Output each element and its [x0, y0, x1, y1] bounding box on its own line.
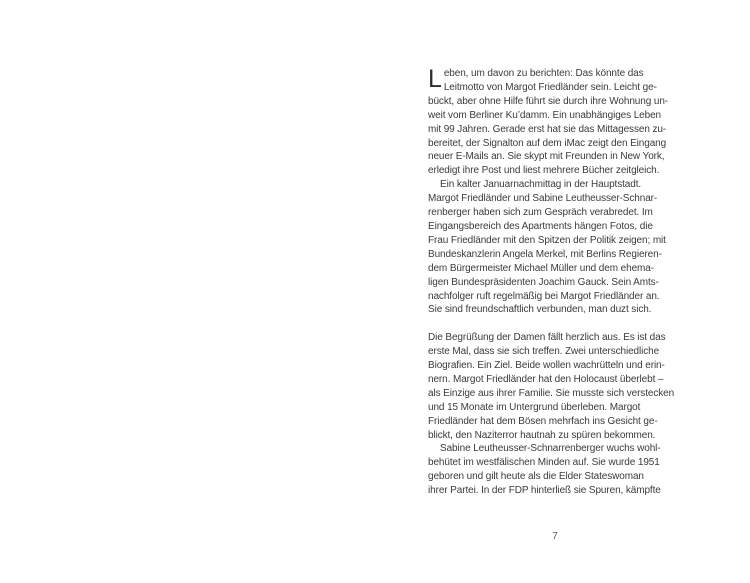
- body-text-column: [428, 67, 688, 498]
- text-line: Ein kalter Januarnachmittag in der Hauptstadt.: [440, 179, 642, 191]
- text-line: Die Begrüßung der Damen fällt herzlich aus. Es ist das: [428, 332, 666, 344]
- text-line: bereitet, der Signalton auf dem iMac zeigt den Eingang: [428, 137, 667, 149]
- text-line: Sie sind freundschaftlich verbunden, man duzt sich.: [428, 304, 652, 316]
- text-line: behütet im westfälischen Minden auf. Sie wurde 1951: [428, 457, 660, 469]
- drop-cap: L: [428, 65, 442, 93]
- text-line: blickt, den Naziterror hautnah zu spüren bekommen.: [428, 429, 656, 441]
- text-line: erste Mal, dass sie sich treffen. Zwei unterschiedliche: [428, 346, 660, 358]
- paragraph-4: [428, 442, 688, 498]
- text-line: Margot Friedländer und Sabine Leutheusser-Schnar-: [428, 193, 658, 205]
- text-line: weit vom Berliner Ku’damm. Ein unabhängiges Leben: [428, 109, 662, 121]
- text-line: Eingangsbereich des Apartments hängen Fotos, die: [428, 220, 653, 232]
- text-line: ligen Bundespräsidenten Joachim Gauck. Sein Amts-: [428, 276, 659, 288]
- page-number: 7: [552, 531, 558, 542]
- paragraph-2: [428, 178, 688, 317]
- text-line: ihrer Partei. In der FDP hinterließ sie Spuren, kämpfte: [428, 485, 661, 497]
- text-line: neuer E-Mails an. Sie skypt mit Freunden in New York,: [428, 151, 665, 163]
- text-line: nern. Margot Friedländer hat den Holocaust überlebt –: [428, 373, 664, 385]
- paragraph-1: [428, 67, 688, 178]
- text-line: als Einzige aus ihrer Familie. Sie musste sich verstecken: [428, 387, 675, 399]
- text-line: renberger haben sich zum Gespräch verabredet. Im: [428, 207, 653, 219]
- text-line: Friedländer hat dem Bösen mehrfach ins Gesicht ge-: [428, 415, 658, 427]
- text-line: eben, um davon zu berichten: Das könnte das: [443, 68, 644, 79]
- text-line: erledigt ihre Post und liest mehrere Bücher zeitgleich.: [428, 165, 660, 177]
- text-line: Sabine Leutheusser-Schnarrenberger wuchs wohl-: [440, 443, 661, 455]
- text-line: bückt, aber ohne Hilfe führt sie durch ihre Wohnung un-: [428, 95, 669, 107]
- paragraph-3: [428, 331, 688, 442]
- text-line: Bundeskanzlerin Angela Merkel, mit Berlins Regieren-: [428, 248, 662, 260]
- text-line: mit 99 Jahren. Gerade erst hat sie das Mittagessen zu-: [428, 123, 667, 135]
- text-line: Biografien. Ein Ziel. Beide wollen wachrütteln und erin-: [428, 360, 665, 372]
- text-line: Leitmotto von Margot Friedländer sein. Leicht ge-: [443, 81, 657, 93]
- text-line: geboren und gilt heute als die Elder Stateswoman: [428, 471, 644, 483]
- text-line: nachfolger ruft regelmäßig bei Margot Friedländer an.: [428, 290, 660, 302]
- text-line: und 15 Monate im Untergrund überleben. Margot: [428, 401, 641, 413]
- text-line: Frau Friedländer mit den Spitzen der Politik zeigen; mit: [428, 234, 666, 246]
- text-line: dem Bürgermeister Michael Müller und dem ehema-: [428, 262, 654, 274]
